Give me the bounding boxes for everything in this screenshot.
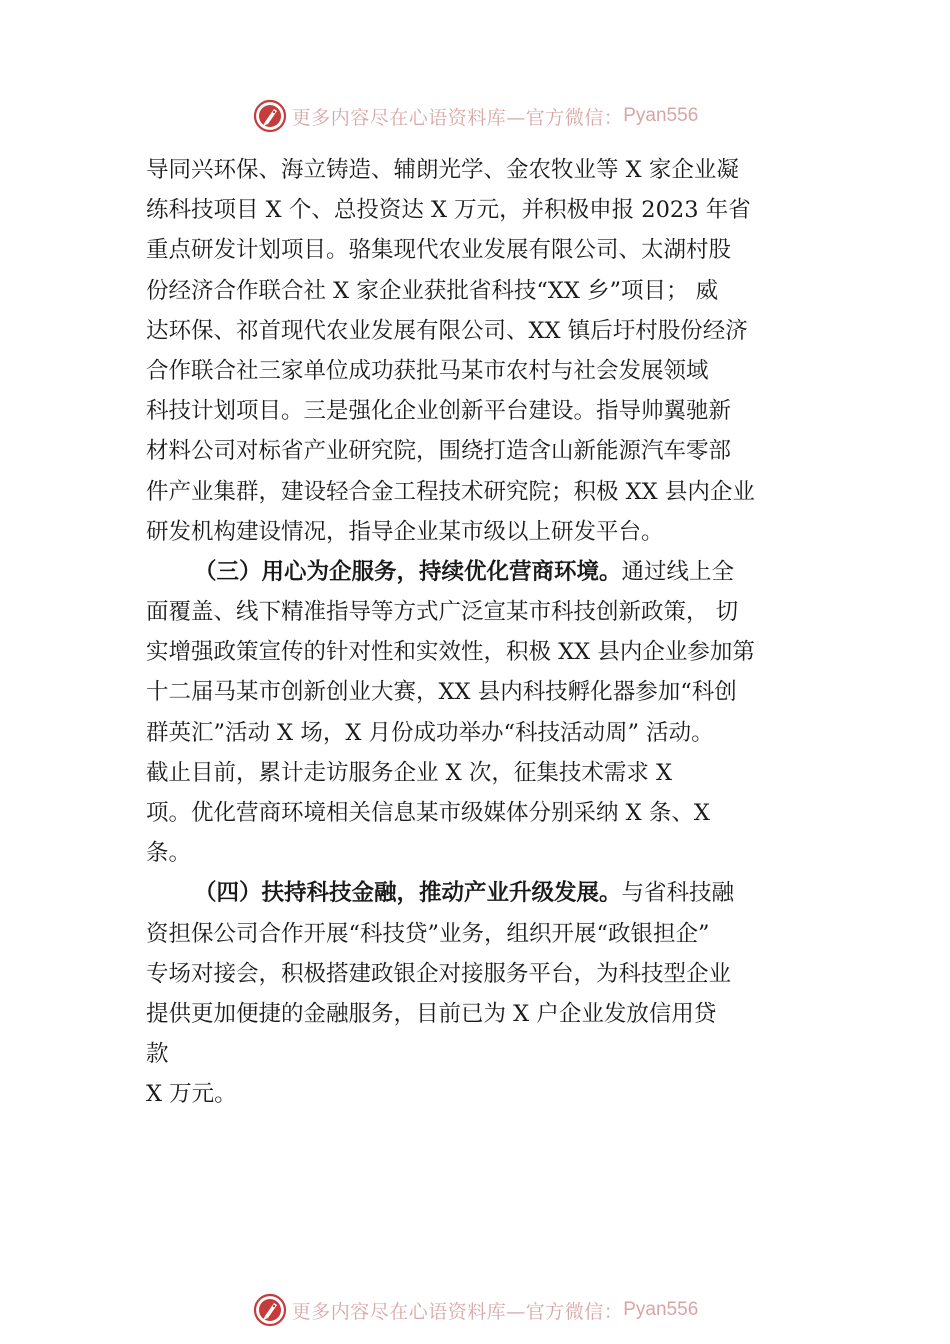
section-4-line: 资担保公司合作开展“科技贷”业务，组织开展“政银担企” <box>146 920 710 947</box>
section-3-line: 群英汇”活动 X 场，X 月份成功举办“科技活动周” 活动。 <box>146 719 714 746</box>
header-brand-text: 更多内容尽在心语资料库—官方微信： <box>291 106 624 129</box>
section-3-line: 截止目前，累计走访服务企业 X 次，征集技术需求 X <box>146 759 672 786</box>
body-line: 件产业集群，建设轻合金工程技术研究院；积极 XX 县内企业 <box>146 478 755 505</box>
body-line: 练科技项目 X 个、总投资达 X 万元，并积极申报 2023 年省 <box>146 197 751 224</box>
header-wechat-id: Pyan556 <box>623 105 699 126</box>
header-brand <box>0 94 950 138</box>
body-line: 材料公司对标省产业研究院，围绕打造含山新能源汽车零部 <box>146 438 732 465</box>
pen-nib-badge-icon <box>252 1292 288 1328</box>
section-4-line: 提供更加便捷的金融服务，目前已为 X 户企业发放信用贷 <box>146 1000 717 1027</box>
section-3-line: 面覆盖、线下精准指导等方式广泛宣某市科技创新政策， 切 <box>146 599 739 626</box>
section-3-heading: （三）用心为企服务，持续优化营商环境。 <box>194 558 622 585</box>
footer-wechat-id: Pyan556 <box>623 1299 699 1320</box>
section-4-line: X 万元。 <box>146 1081 237 1108</box>
body-line: 科技计划项目。三是强化企业创新平台建设。指导帅翼驰新 <box>146 398 732 425</box>
body-line: 合作联合社三家单位成功获批马某市农村与社会发展领域 <box>146 357 709 384</box>
section-4-line: 专场对接会，积极搭建政银企对接服务平台，为科技型企业 <box>146 960 732 987</box>
section-3-first-line <box>146 552 826 592</box>
body-line: 研发机构建设情况，指导企业某市级以上研发平台。 <box>146 518 664 545</box>
body-line: 份经济合作联合社 X 家企业获批省科技“XX 乡”项目； 威 <box>146 277 719 304</box>
body-line: 达环保、祁首现代农业发展有限公司、XX 镇后圩村股份经济 <box>146 317 748 344</box>
section-4-first-line <box>146 873 826 913</box>
footer-brand <box>0 1288 950 1332</box>
footer-brand-text: 更多内容尽在心语资料库—官方微信： <box>291 1300 624 1323</box>
section-4-heading: （四）扶持科技金融，推动产业升级发展。 <box>194 880 622 907</box>
section-3-line: 项。优化营商环境相关信息某市级媒体分别采纳 X 条、X <box>146 800 710 826</box>
section-3-line: 条。 <box>146 840 192 867</box>
section-3-first-rest: 通过线上全 <box>621 558 735 585</box>
document-body <box>146 150 826 1115</box>
section-3-line: 实增强政策宣传的针对性和实效性，积极 XX 县内企业参加第 <box>146 639 755 666</box>
pen-nib-badge-icon <box>252 98 288 134</box>
section-4-first-rest: 与省科技融 <box>621 880 735 907</box>
section-4-line: 款 <box>146 1041 169 1068</box>
section-3-line: 十二届马某市创新创业大赛，XX 县内科技孵化器参加“科创 <box>146 679 737 706</box>
body-line: 导同兴环保、海立铸造、辅朗光学、金农牧业等 X 家企业凝 <box>146 157 739 183</box>
body-line: 重点研发计划项目。骆集现代农业发展有限公司、太湖村股 <box>146 237 732 264</box>
